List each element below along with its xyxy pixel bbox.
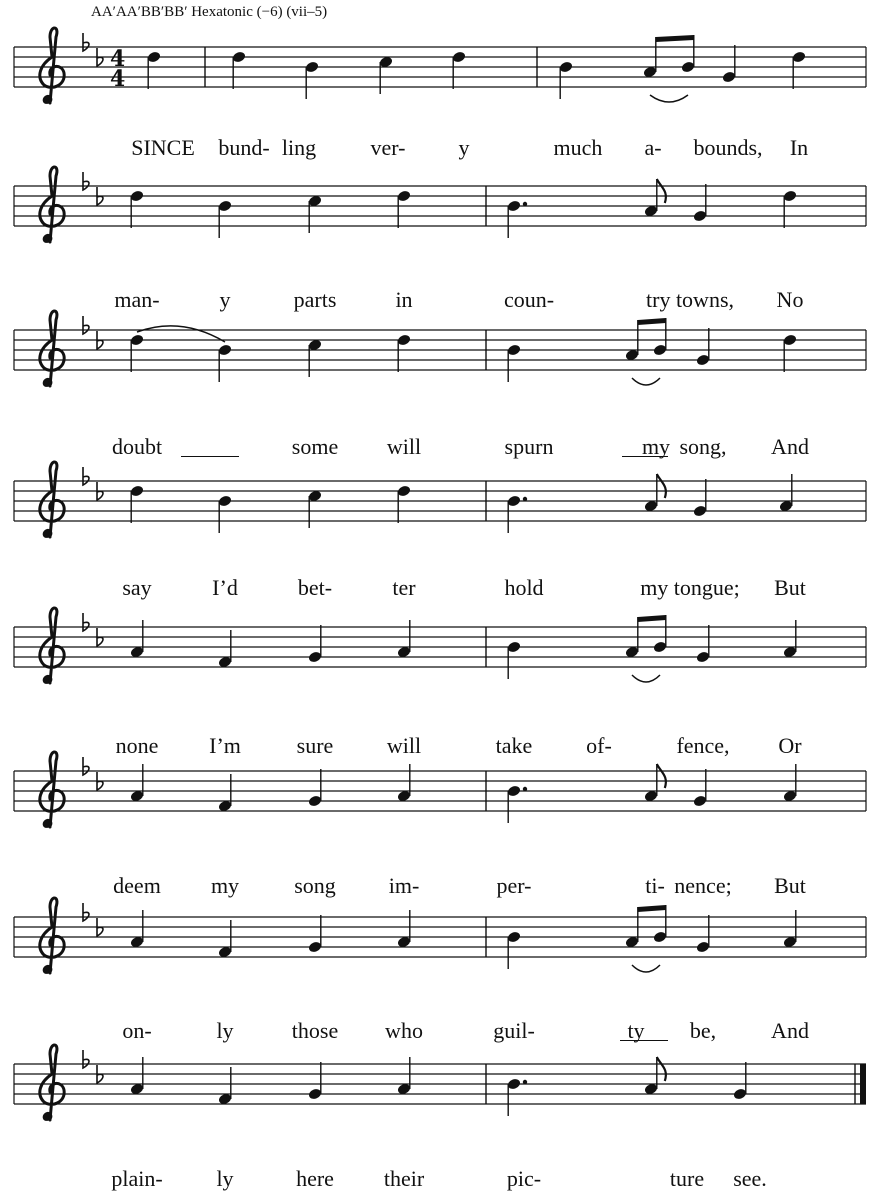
lyric-syllable: guil- <box>493 1018 535 1043</box>
lyric-syllable: No <box>776 287 804 312</box>
lyric-syllable: none <box>115 733 159 758</box>
flat-sign <box>97 482 103 500</box>
staff-system <box>14 28 866 104</box>
lyric-syllable: plain- <box>111 1166 163 1191</box>
flat-sign <box>83 757 89 775</box>
lyric-syllable: will <box>386 733 422 758</box>
lyric-syllable: And <box>771 434 809 459</box>
lyric-syllable: sure <box>296 733 334 758</box>
augmentation-dot <box>523 787 527 791</box>
lyric-syllable: ly <box>216 1166 234 1191</box>
lyric-syllable: y <box>458 135 470 160</box>
lyric-syllable: per- <box>496 873 532 898</box>
lyric-syllable: ter <box>392 575 416 600</box>
lyric-syllable: my <box>210 873 240 898</box>
lyric-syllable: of- <box>586 733 612 758</box>
lyric-syllable: But <box>774 873 806 898</box>
flat-sign <box>83 613 89 631</box>
lyric-syllable: be, <box>689 1018 717 1043</box>
page-header: AA′AA′BB′BB′ Hexatonic (−6) (vii–5) <box>91 4 328 20</box>
slur <box>632 378 660 385</box>
lyric-syllable: a- <box>644 135 662 160</box>
lyric-syllable: And <box>771 1018 809 1043</box>
lyric-syllable: song, <box>679 434 727 459</box>
note-beam <box>656 35 694 42</box>
augmentation-dot <box>523 1080 527 1084</box>
lyric-syllable: my tongue; <box>640 575 740 600</box>
lyric-syllable: I’m <box>209 733 241 758</box>
eighth-flag <box>657 179 666 203</box>
flat-sign <box>83 172 89 190</box>
staff-system <box>14 311 866 387</box>
lyric-syllable: ty <box>627 1018 645 1043</box>
lyric-syllable: Or <box>778 733 802 758</box>
flat-sign <box>83 33 89 51</box>
lyric-syllable: take <box>495 733 533 758</box>
lyric-syllable: here <box>296 1166 334 1191</box>
flat-sign <box>97 772 103 790</box>
note-beam <box>638 905 666 912</box>
lyric-syllable: coun- <box>503 287 555 312</box>
lyric-syllable: ver- <box>370 135 406 160</box>
lyric-syllable: song <box>294 873 336 898</box>
staff-system <box>14 898 866 974</box>
treble-clef <box>40 898 64 973</box>
flat-sign <box>83 1050 89 1068</box>
lyric-syllable: parts <box>293 287 337 312</box>
flat-sign <box>97 48 103 66</box>
staff-system <box>14 752 866 828</box>
melisma-extender-line <box>181 456 239 457</box>
slur <box>650 95 688 102</box>
lyric-syllable: say <box>122 575 152 600</box>
staff-system <box>14 462 866 538</box>
lyric-syllable: bounds, <box>693 135 763 160</box>
slur <box>632 675 660 682</box>
lyric-syllable: im- <box>388 873 420 898</box>
lyric-syllable: see. <box>733 1166 767 1191</box>
lyric-syllable: man- <box>114 287 160 312</box>
lyric-syllable: pic- <box>506 1166 542 1191</box>
lyric-syllable: ling <box>281 135 317 160</box>
augmentation-dot <box>523 497 527 501</box>
lyric-syllable: fence, <box>676 733 730 758</box>
lyric-syllable: ture <box>669 1166 705 1191</box>
melisma-extender-line <box>622 456 668 457</box>
flat-sign <box>83 903 89 921</box>
lyric-syllable: In <box>789 135 809 160</box>
lyric-syllable: nence; <box>674 873 732 898</box>
lyric-syllable: my <box>641 434 671 459</box>
lyric-syllable: hold <box>504 575 544 600</box>
staff-system <box>14 608 866 684</box>
staff-system <box>14 167 866 243</box>
flat-sign <box>97 331 103 349</box>
lyric-syllable: bet- <box>297 575 333 600</box>
lyric-syllable: in <box>395 287 413 312</box>
lyric-syllable: ti- <box>645 873 665 898</box>
lyric-syllable: much <box>553 135 603 160</box>
time-signature-top: 4 <box>110 46 126 72</box>
final-bar-thick <box>860 1064 866 1104</box>
note-beam <box>638 615 666 622</box>
lyric-syllable: their <box>383 1166 425 1191</box>
time-signature-bottom: 4 <box>110 66 126 92</box>
lyric-syllable: bund- <box>218 135 270 160</box>
lyric-syllable: doubt <box>111 434 163 459</box>
flat-sign <box>83 316 89 334</box>
flat-sign <box>97 918 103 936</box>
melisma-extender-line <box>620 1040 668 1041</box>
lyric-syllable: SINCE <box>131 135 195 160</box>
lyric-syllable: spurn <box>504 434 554 459</box>
lyric-syllable: on- <box>122 1018 152 1043</box>
flat-sign <box>97 1065 103 1083</box>
treble-clef <box>40 608 64 683</box>
lyric-syllable: try towns, <box>646 287 734 312</box>
flat-sign <box>97 187 103 205</box>
treble-clef <box>40 167 64 242</box>
lyric-syllable: deem <box>113 873 161 898</box>
lyric-syllable: I’d <box>212 575 238 600</box>
treble-clef <box>40 462 64 537</box>
lyric-syllable: those <box>291 1018 339 1043</box>
staff-system <box>14 1045 866 1121</box>
slur <box>632 965 660 972</box>
lyric-syllable: some <box>291 434 339 459</box>
eighth-flag <box>657 1057 666 1081</box>
lyric-syllable: will <box>386 434 422 459</box>
flat-sign <box>97 628 103 646</box>
note-beam <box>638 318 666 325</box>
eighth-flag <box>657 474 666 498</box>
treble-clef <box>40 1045 64 1120</box>
lyric-syllable: ly <box>216 1018 234 1043</box>
treble-clef <box>40 311 64 386</box>
lyric-syllable: y <box>219 287 231 312</box>
treble-clef <box>40 28 64 103</box>
augmentation-dot <box>523 202 527 206</box>
treble-clef <box>40 752 64 827</box>
lyric-syllable: who <box>385 1018 423 1043</box>
flat-sign <box>83 467 89 485</box>
eighth-flag <box>657 764 666 788</box>
lyric-syllable: But <box>774 575 806 600</box>
